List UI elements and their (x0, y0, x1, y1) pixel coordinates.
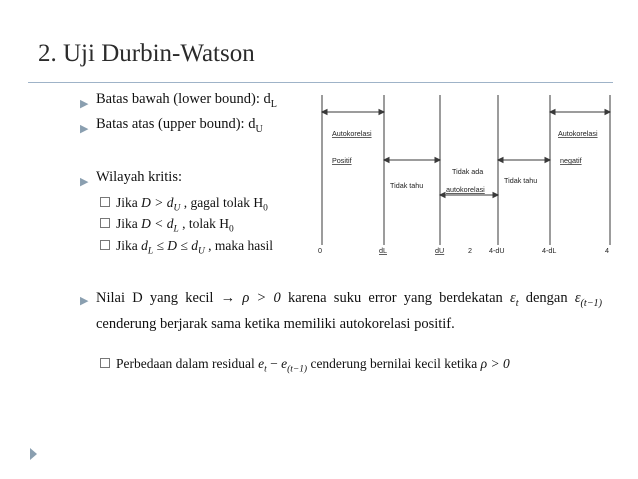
title-divider (28, 82, 613, 83)
condition-2: Jika $D < d_L$ , tolak $H_0$ (100, 216, 234, 235)
slide-nav-arrow-icon[interactable] (30, 448, 37, 460)
arrowhead-icon (435, 158, 440, 163)
checkbox-square-icon (100, 197, 110, 207)
label-autokorelasi-positif-1: Autokorelasi (332, 129, 372, 138)
axis-label-4: 4 (605, 246, 609, 255)
label-tidak-tahu-right: Tidak tahu (504, 176, 538, 185)
label-autokorelasi-negatif-1: Autokorelasi (558, 129, 598, 138)
arrowhead-icon (379, 110, 384, 115)
axis-label-du: dU (435, 246, 445, 255)
arrowhead-icon (440, 193, 445, 198)
condition-3: Jika $d_L \le D \le d_U$ , maka hasil (100, 238, 273, 257)
small-d-paragraph: Nilai D yang kecil → ρ > 0 karena suku error yang berdekatan $\varepsilon_t$ dengan $\varepsilon_{(t-1)}$ cenderung berjarak sama ketika memiliki autokorelasi positif. (96, 290, 602, 332)
upper-bound-line (96, 116, 263, 135)
arrowhead-icon (384, 158, 389, 163)
checkbox-square-icon (100, 240, 110, 250)
upper-bound-text: Batas atas (upper bound): d (96, 116, 256, 132)
bullet-arrow-icon: ▶ (80, 98, 89, 110)
axis-label-4-dl: 4-dL (542, 246, 557, 255)
bullet-arrow-icon: ▶ (80, 295, 89, 307)
upper-bound-sub: U (255, 123, 263, 135)
arrowhead-icon (605, 110, 610, 115)
arrowhead-icon (322, 110, 327, 115)
arrowhead-icon (498, 158, 503, 163)
lower-bound-line (96, 91, 277, 110)
arrowhead-icon (545, 158, 550, 163)
checkbox-square-icon (100, 358, 110, 368)
checkbox-square-icon (100, 218, 110, 228)
bullet-arrow-icon: ▶ (80, 176, 89, 188)
condition-1: Jika $D > d_U$ , gagal tolak $H_0$ (100, 195, 268, 214)
lower-bound-text: Batas bawah (lower bound): d (96, 91, 271, 107)
slide-title: 2. Uji Durbin-Watson (38, 40, 255, 67)
label-tidak-ada-2: autokorelasi (446, 185, 485, 194)
axis-label-4-du: 4-dU (489, 246, 505, 255)
arrowhead-icon (550, 110, 555, 115)
label-tidak-ada-1: Tidak ada (452, 167, 484, 176)
label-autokorelasi-negatif-2: negatif (560, 156, 582, 165)
label-tidak-tahu-left: Tidak tahu (390, 181, 424, 190)
arrowhead-icon (493, 193, 498, 198)
critical-region-label: Wilayah kritis: (96, 169, 182, 185)
right-arrow-icon: → (220, 290, 236, 306)
axis-label-0: 0 (318, 246, 322, 255)
bullet-arrow-icon: ▶ (80, 123, 89, 135)
residual-difference-point: Perbedaan dalam residual $e_t - e_{(t-1)}$ cenderung bernilai kecil ketika ρ > 0 (100, 356, 510, 375)
dw-decision-diagram (318, 90, 614, 260)
lower-bound-sub: L (270, 98, 277, 110)
axis-label-2: 2 (468, 246, 472, 255)
axis-label-dl: dL (379, 246, 387, 255)
label-autokorelasi-positif-2: Positif (332, 156, 352, 165)
